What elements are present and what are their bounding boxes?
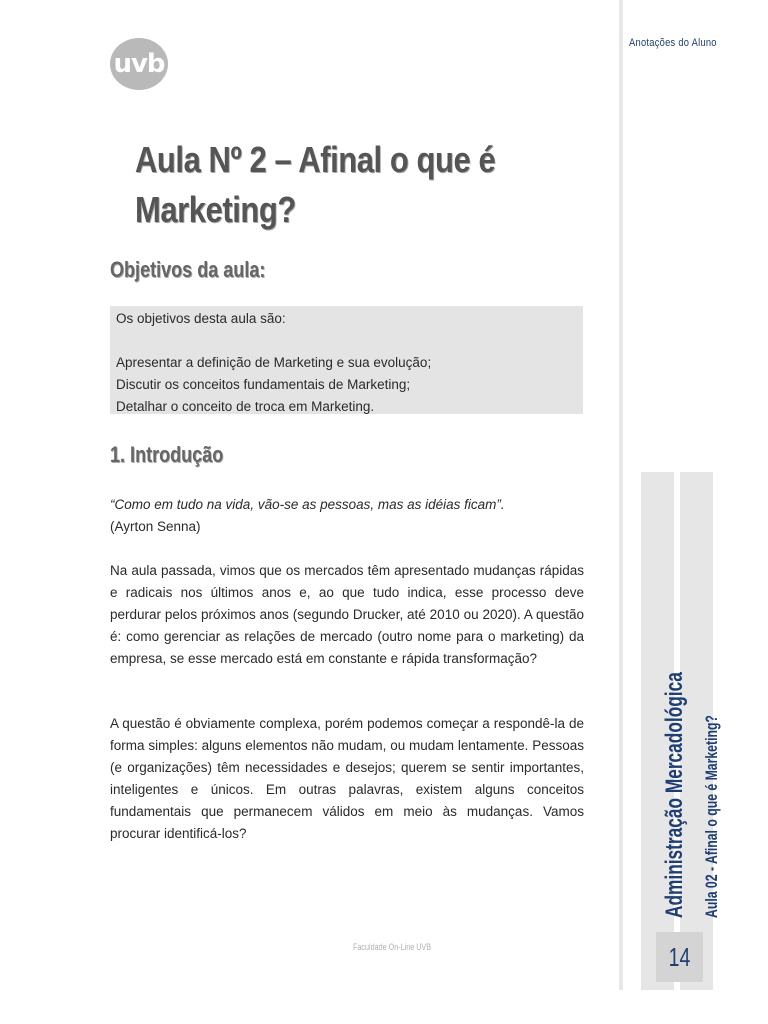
quote-author: (Ayrton Senna)	[110, 519, 201, 534]
objective-item: Apresentar a definição de Marketing e sua evolução;	[116, 355, 432, 370]
margin-divider	[619, 0, 623, 990]
page-number: 14	[668, 941, 691, 972]
page-number-box	[656, 932, 703, 982]
page-title: Aula Nº 2 – Afinal o que é Marketing?	[135, 139, 496, 230]
objectives-box	[110, 306, 583, 414]
uvb-logo	[110, 38, 168, 90]
objective-item: Detalhar o conceito de troca em Marketing.	[116, 399, 375, 414]
paragraph-1: Na aula passada, vimos que os mercados têm apresentado mudanças rápidas e radicais nos últimos anos e, ao que tudo indica, esse processo deve perdurar pelos próximos anos (segundo Drucker, até 2010 ou 2020). A questão é: como gerenciar as relações de mercado (outro nome para o marketing) da empresa, se esse mercado está em constante e rápida transformação?	[110, 563, 584, 666]
course-title-vertical: Administração Mercadológica	[661, 672, 688, 918]
footer-text: Faculdade On-Line UVB	[352, 942, 432, 952]
lesson-title-vertical: Aula 02 - Afinal o que é Marketing?	[702, 715, 721, 918]
student-notes-label: Anotações do Aluno	[629, 37, 717, 49]
logo-text: uvb	[113, 49, 165, 79]
objectives-heading: Objetivos da aula:	[110, 257, 266, 282]
objectives-intro: Os objetivos desta aula são:	[116, 311, 286, 326]
quote-text: “Como em tudo na vida, vão-se as pessoas, mas as idéias ficam”.	[110, 497, 505, 512]
introduction-heading: 1. Introdução	[110, 442, 224, 467]
objective-item: Discutir os conceitos fundamentais de Marketing;	[116, 377, 411, 392]
paragraph-2: A questão é obviamente complexa, porém podemos começar a respondê-la de forma simples: alguns elementos não mudam, ou mudam lentamente. Pessoas (e organizações) têm necessidades e desejos; querem se sentir importantes, inteligentes e únicos. Em outras palavras, existem alguns conceitos fundamentais que permanecem válidos em meio às mudanças. Vamos procurar identificá-los?	[110, 716, 584, 841]
quote-block	[110, 494, 584, 538]
